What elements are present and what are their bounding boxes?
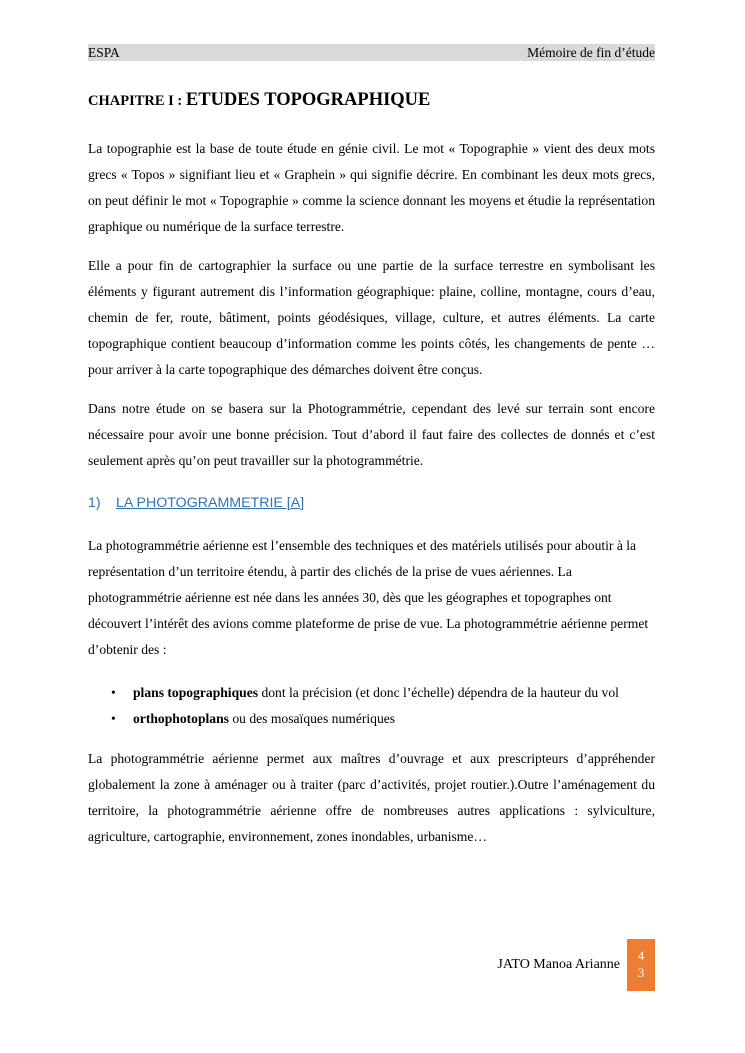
bullet-bold: plans topographiques xyxy=(133,685,259,700)
section-heading xyxy=(88,492,655,514)
header-right: Mémoire de fin d’étude xyxy=(527,45,655,60)
footer-author: JATO Manoa Arianne xyxy=(497,957,620,972)
chapter-title: ETUDES TOPOGRAPHIQUE xyxy=(185,90,431,110)
chapter-prefix: CHAPITRE I : xyxy=(88,93,186,109)
header-left: ESPA xyxy=(88,45,120,60)
section-number: 1) xyxy=(88,495,101,511)
bullet-bold: orthophotoplans xyxy=(133,711,229,726)
page-number-badge xyxy=(627,939,655,991)
page-number-line2: 3 xyxy=(637,965,645,980)
section-intro: La photogrammétrie aérienne est l’ensemble des techniques et des matériels utilisés pour aboutir à la représentation d’un territoire étendu, à partir des clichés de la prise de vues aériennes. La photogrammétrie aérienne est née dans les années 30, dès que les géographes et topographes ont découvert l’intérêt des avions comme plateforme de prise de vue. La photogrammétrie aérienne permet d’obtenir des : xyxy=(88,538,649,657)
list-item xyxy=(111,680,655,706)
page-number-line1: 4 xyxy=(637,948,645,963)
chapter-heading xyxy=(88,87,655,114)
bullet-icon: • xyxy=(111,711,116,726)
bullet-icon: • xyxy=(111,685,116,700)
bullet-text: dont la précision (et donc l’échelle) dépendra de la hauteur du vol xyxy=(258,685,619,700)
closing-paragraph: La photogrammétrie aérienne permet aux maîtres d’ouvrage et aux prescripteurs d’appréhender globalement la zone à aménager ou à traiter (parc d’activités, projet routier.).Outre l’aménagement du territoire, la photogrammétrie aérienne offre de nombreuses autres applications : sylviculture, agriculture, cartographie, environnement, zones inondables, urbanisme… xyxy=(88,751,655,844)
paragraph-2: Elle a pour fin de cartographier la surface ou une partie de la surface terrestre en symbolisant les éléments y figurant autrement dis l’information géographique: plaine, colline, montagne, cours d’eau, chemin de fer, route, bâtiment, points géodésiques, village, culture, et autres éléments. La carte topographique contient beaucoup d’information comme les points côtés, les changements de pente … pour arriver à la carte topographique des démarches doivent être conçus. xyxy=(88,258,655,377)
paragraph-3: Dans notre étude on se basera sur la Photogrammétrie, cependant des levé sur terrain sont encore nécessaire pour avoir une bonne précision. Tout d’abord il faut faire des collectes de donnés et c’est seulement après qu’on peut travailler sur la photogrammétrie. xyxy=(88,401,655,468)
list-item xyxy=(111,706,655,732)
paragraph-1: La topographie est la base de toute étude en génie civil. Le mot « Topographie » vient des deux mots grecs « Topos » signifiant lieu et « Graphein » qui signifie décrire. En combinant les deux mots grecs, on peut définir le mot « Topographie » comme la science donnant les moyens et étudie la représentation graphique ou numérique de la surface terrestre. xyxy=(88,141,655,234)
page-header xyxy=(88,44,655,61)
bullet-list xyxy=(88,680,655,732)
bullet-text: ou des mosaïques numériques xyxy=(228,711,396,726)
section-title: LA PHOTOGRAMMETRIE [A] xyxy=(116,495,305,511)
page-content xyxy=(88,87,655,850)
